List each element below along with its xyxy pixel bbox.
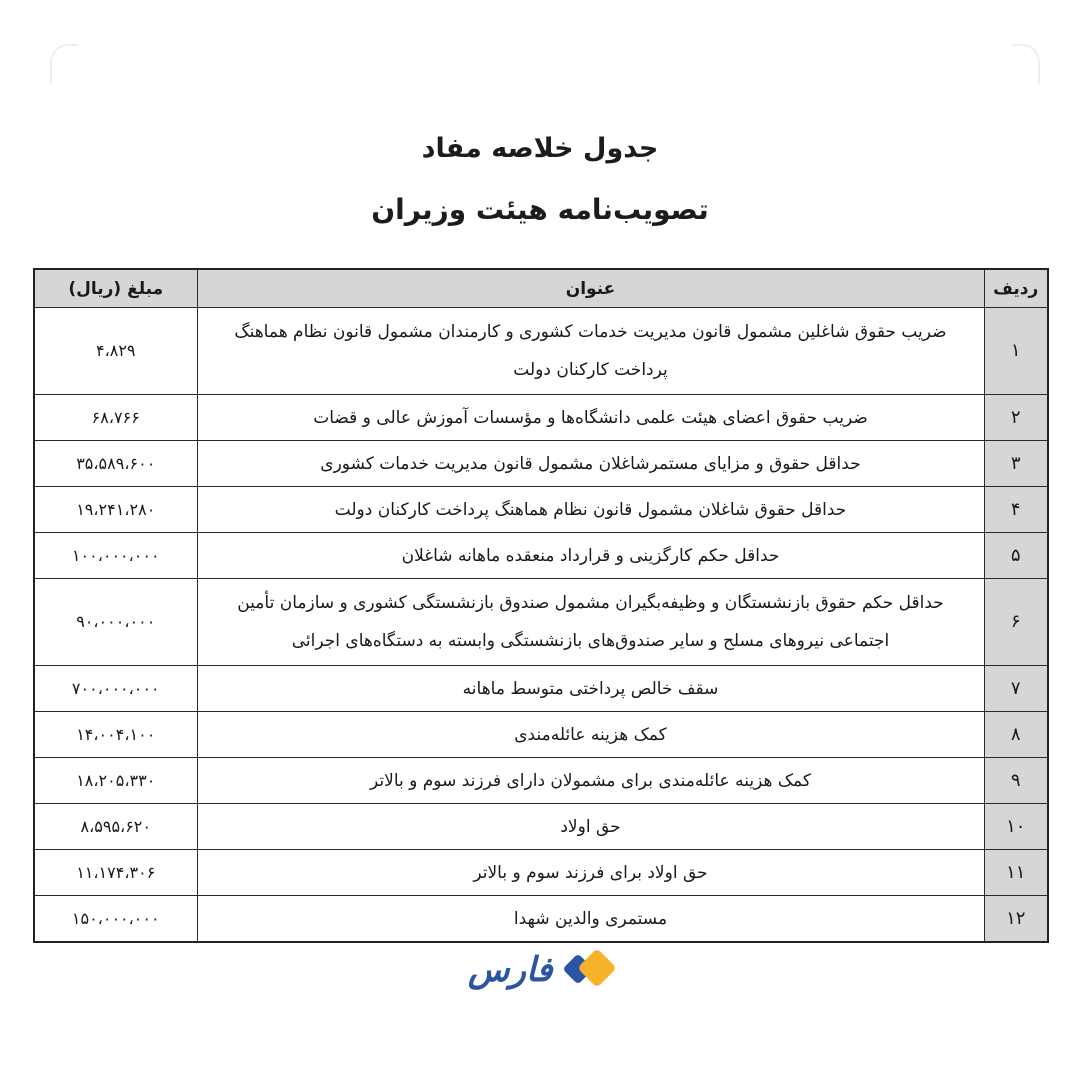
row-amount: ۱۱،۱۷۴،۳۰۶ xyxy=(34,850,197,896)
row-number: ۸ xyxy=(984,712,1048,758)
column-header-row-number: ردیف xyxy=(984,269,1048,308)
table-row xyxy=(34,712,1048,758)
row-number: ۲ xyxy=(984,395,1048,441)
row-number: ۳ xyxy=(984,441,1048,487)
row-number: ۱۱ xyxy=(984,850,1048,896)
row-amount: ۴،۸۲۹ xyxy=(34,308,197,395)
row-number: ۱۰ xyxy=(984,804,1048,850)
row-title: ضریب حقوق شاغلین مشمول قانون مدیریت خدمات کشوری و کارمندان مشمول قانون نظام هماهنگ پرداخت کارکنان دولت xyxy=(197,308,984,395)
fars-diamond-logo-icon xyxy=(563,948,615,992)
row-number: ۱۲ xyxy=(984,896,1048,943)
table-row xyxy=(34,395,1048,441)
table-row xyxy=(34,441,1048,487)
table-row xyxy=(34,896,1048,943)
summary-table-container xyxy=(33,268,1047,943)
page-title: جدول خلاصه مفاد xyxy=(421,133,659,164)
fars-logo-text: فارس xyxy=(468,950,553,990)
row-title: حق اولاد برای فرزند سوم و بالاتر xyxy=(197,850,984,896)
table-row xyxy=(34,804,1048,850)
table-row xyxy=(34,850,1048,896)
frame-corner-top-left xyxy=(50,44,78,84)
row-number: ۵ xyxy=(984,533,1048,579)
column-header-title: عنوان xyxy=(197,269,984,308)
row-number: ۶ xyxy=(984,579,1048,666)
column-header-amount: مبلغ (ریال) xyxy=(34,269,197,308)
row-title: حداقل حقوق شاغلان مشمول قانون نظام هماهنگ پرداخت کارکنان دولت xyxy=(197,487,984,533)
table-row xyxy=(34,308,1048,395)
frame-corner-top-right xyxy=(1012,44,1040,84)
orange-diamond-icon xyxy=(577,948,617,988)
row-title: مستمری والدین شهدا xyxy=(197,896,984,943)
row-title: حداقل حکم حقوق بازنشستگان و وظیفه‌بگیران مشمول صندوق بازنشستگی کشوری و سازمان تأمین اجتماعی نیروهای مسلح و سایر صندوق‌های بازنشستگی وابسته به دستگاه‌های اجرائی xyxy=(197,579,984,666)
table-row xyxy=(34,533,1048,579)
row-title: کمک هزینه عائله‌مندی xyxy=(197,712,984,758)
row-title: سقف خالص پرداختی متوسط ماهانه xyxy=(197,666,984,712)
row-number: ۴ xyxy=(984,487,1048,533)
row-amount: ۱۹،۲۴۱،۲۸۰ xyxy=(34,487,197,533)
row-title: ضریب حقوق اعضای هیئت علمی دانشگاه‌ها و مؤسسات آموزش عالی و قضات xyxy=(197,395,984,441)
row-amount: ۱۸،۲۰۵،۳۳۰ xyxy=(34,758,197,804)
row-amount: ۷۰۰،۰۰۰،۰۰۰ xyxy=(34,666,197,712)
table-row xyxy=(34,487,1048,533)
summary-table xyxy=(33,268,1049,943)
row-amount: ۶۸،۷۶۶ xyxy=(34,395,197,441)
table-row xyxy=(34,579,1048,666)
row-number: ۹ xyxy=(984,758,1048,804)
table-row xyxy=(34,666,1048,712)
row-title: حق اولاد xyxy=(197,804,984,850)
fars-logo xyxy=(468,948,615,992)
row-amount: ۱۵۰،۰۰۰،۰۰۰ xyxy=(34,896,197,943)
row-amount: ۹۰،۰۰۰،۰۰۰ xyxy=(34,579,197,666)
page-subtitle: تصویب‌نامه هیئت وزیران xyxy=(371,193,709,226)
table-header-row xyxy=(34,269,1048,308)
row-title: حداقل حقوق و مزایای مستمرشاغلان مشمول قانون مدیریت خدمات کشوری xyxy=(197,441,984,487)
row-title: حداقل حکم کارگزینی و قرارداد منعقده ماهانه شاغلان xyxy=(197,533,984,579)
row-title: کمک هزینه عائله‌مندی برای مشمولان دارای فرزند سوم و بالاتر xyxy=(197,758,984,804)
row-amount: ۱۰۰،۰۰۰،۰۰۰ xyxy=(34,533,197,579)
row-number: ۷ xyxy=(984,666,1048,712)
row-amount: ۱۴،۰۰۴،۱۰۰ xyxy=(34,712,197,758)
row-amount: ۳۵،۵۸۹،۶۰۰ xyxy=(34,441,197,487)
row-number: ۱ xyxy=(984,308,1048,395)
row-amount: ۸،۵۹۵،۶۲۰ xyxy=(34,804,197,850)
table-row xyxy=(34,758,1048,804)
